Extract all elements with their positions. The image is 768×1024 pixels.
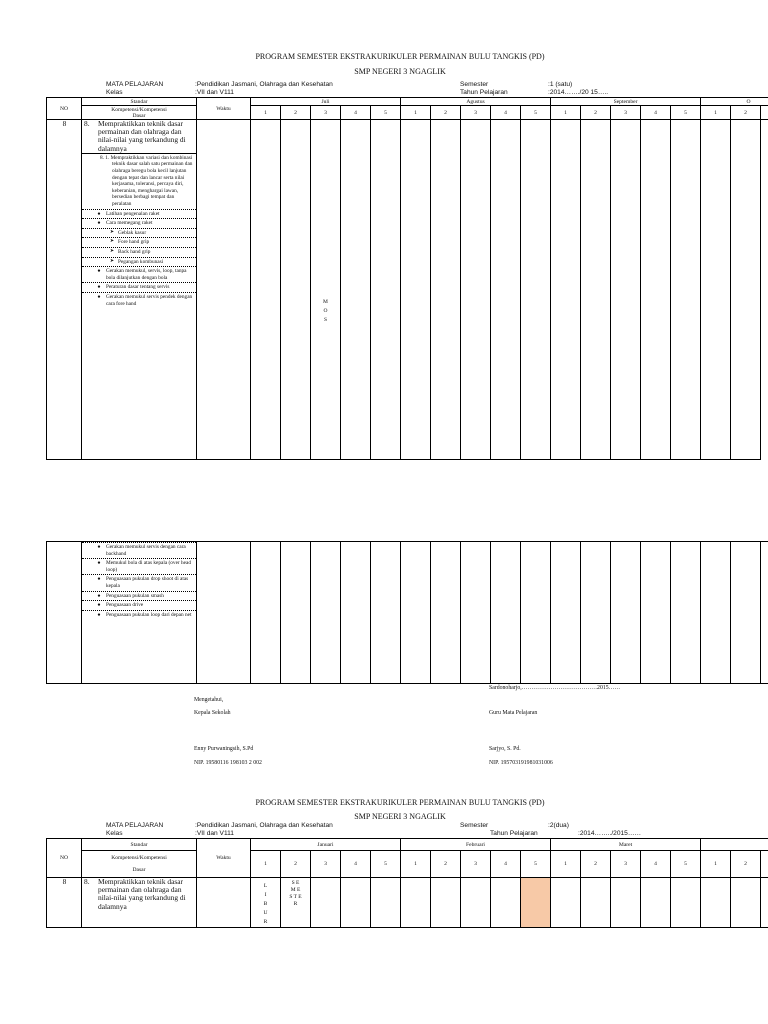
header-waktu: Waktu [197,98,251,120]
page1-tahun-value: :2014……./20 15….. [548,89,609,96]
material-item-text: Gerakan memukul, servis, loop, tanpa bola dilanjutkan dengan bola [106,268,187,281]
kompetensi-cell [82,878,197,928]
material-item-text: Gerakan memukul servis dengan cara backhand [106,544,186,557]
week-cell [371,120,401,460]
header-standar: Standar [82,839,197,851]
week-header: 5 [371,851,401,878]
material-item [82,218,196,228]
week-cell [701,542,731,684]
week-cell [731,878,761,928]
page3-tahun-value: :2014……../2015…… [578,830,642,837]
week-cell [671,878,701,928]
kepala-nip: NIP. 19580116 198103 2 002 [194,760,262,766]
libur-label: L I B U R [263,883,268,925]
week-cell [581,878,611,928]
header-no: NO [47,839,82,878]
week-cell [371,878,401,928]
week-cell [551,878,581,928]
material-item [82,228,196,238]
week-cell [671,120,701,460]
material-item-text: Geblak kasur [118,229,147,236]
week-header: 2 [431,851,461,878]
week-header: 3 [311,106,341,120]
material-item-text: Penguasaan pukulan drop shoot di atas kepala [106,576,189,589]
mos-label: M O S [323,299,328,323]
waktu-cell [197,878,251,928]
material-item [82,257,196,267]
week-cell [641,542,671,684]
libur-cell [251,878,281,928]
week-header: 2 [281,851,311,878]
material-item-text: Penguasaan pukulan smash [106,592,164,599]
week-header: 5 [521,851,551,878]
material-item [82,542,196,558]
waktu-cell [197,542,251,684]
week-cell [341,120,371,460]
page3-semester-value: :2(dua) [548,822,569,829]
page3-semester-label: Semester [460,822,489,829]
highlighted-week-cell [521,878,551,928]
week-header: 1 [551,106,581,120]
kepala-name: Enny Purwaningsih, S.Pd [194,746,254,752]
material-item [82,591,196,601]
week-header: 1 [551,851,581,878]
material-item-text: Peraturan dasar tentang servis [106,284,170,291]
bullet-icon: ● [97,560,101,567]
week-cell [431,542,461,684]
material-item-text: Fore hand grip [118,239,150,246]
week-cell [611,120,641,460]
page1-title: PROGRAM SEMESTER EKSTRAKURIKULER PERMAINAN BULU TANGKIS (PD) [255,52,545,61]
week-cell [251,542,281,684]
week-cell [581,120,611,460]
week-header: 1 [401,106,431,120]
material-item [82,247,196,257]
page1-tahun-label: Tahun Pelajaran [460,89,508,96]
page1-mapel-label: MATA PELAJARAN [106,81,164,88]
week-cell [341,878,371,928]
month-februari: Februari [401,839,551,851]
page3-tahun-label: Tahun Pelajaran [490,830,538,837]
week-header: 5 [371,106,401,120]
week-cell [551,120,581,460]
material-item-text: Penguasaan drive [106,602,144,609]
week-cell [461,878,491,928]
week-cell [581,542,611,684]
week-cell [491,120,521,460]
header-kompetensi: Kompetensi/Kompetensi Dasar [82,851,197,878]
guru-label: Guru Mata Pelajaran [489,710,538,716]
month-oktober: O [701,98,768,106]
week-header: 3 [461,106,491,120]
week-cell [731,542,761,684]
week-header: 5 [521,106,551,120]
week-header: 1 [251,851,281,878]
week-header: 2 [731,106,761,120]
week-header [761,106,768,120]
week-header: 3 [461,851,491,878]
week-cell [281,542,311,684]
week-cell [281,120,311,460]
material-item-text: Pegangan kombunasi [118,258,164,265]
kompetensi-cell [82,120,197,460]
place-date: Sardonoharjo,…………………………………2015…… [489,685,621,691]
week-header: 1 [401,851,431,878]
week-header: 4 [641,106,671,120]
material-item-text: Back hand grip [118,248,151,255]
page1-kelas-value: :VII dan V111 [195,89,234,96]
week-cell [761,878,768,928]
page3-title: PROGRAM SEMESTER EKSTRAKURIKULER PERMAINAN BULU TANGKIS (PD) [255,798,545,807]
material-item-text: Penguasaan pukulan loop dari depan net [106,611,192,618]
week-cell [521,120,551,460]
week-header: 2 [731,851,761,878]
week-header: 2 [431,106,461,120]
material-item-text: Memukul bola di atas kepala (over head loop) [106,560,192,573]
bullet-icon: ● [97,268,101,275]
month-maret: Maret [551,839,701,851]
row-number: 8 [47,878,82,928]
page3-mapel-label: MATA PELAJARAN [106,822,164,829]
week-header: 3 [311,851,341,878]
week-cell [311,542,341,684]
month-next [701,839,768,851]
arrow-bullet-icon: ➤ [109,229,115,235]
page1-kelas-label: Kelas [106,89,123,96]
material-item [82,282,196,292]
week-cell [611,542,641,684]
header-kompetensi: Kompetensi/Kompetensi Dasar [82,106,197,120]
week-header: 5 [671,106,701,120]
bullet-icon: ● [97,611,101,618]
standar-kompetensi: 8. Mempraktikkan teknik dasar permainan dan olahraga dan nilai-nilai yang terkandung di dalamnya [84,877,186,911]
page1-mapel-value: :Pendidikan Jasmani, Olahraga dan Kesehatan [195,81,333,88]
material-item [82,574,196,590]
week-cell [431,120,461,460]
page1-program-table [46,97,768,460]
page2-program-table [46,541,768,684]
bullet-icon: ● [97,210,101,217]
week-header: 4 [641,851,671,878]
header-waktu: Waktu [197,839,251,878]
page1-semester-value: :1 (satu) [548,81,573,88]
week-header: 4 [491,851,521,878]
week-cell [551,542,581,684]
page1-school: SMP NEGERI 3 NGAGLIK [354,67,446,76]
week-cell [731,120,761,460]
arrow-bullet-icon: ➤ [109,248,115,254]
page3-kelas-label: Kelas [106,830,123,837]
week-header: 1 [701,851,731,878]
week-cell [401,542,431,684]
week-cell [341,542,371,684]
week-header: 1 [251,106,281,120]
arrow-bullet-icon: ➤ [109,239,115,245]
week-header: 2 [581,106,611,120]
header-standar: Standar [82,98,197,106]
row-number: 8 [47,120,82,460]
week-header: 4 [491,106,521,120]
week-cell [701,878,731,928]
material-item [82,209,196,219]
material-item [82,237,196,247]
material-item-text: Cara memegang raket [106,220,153,227]
week-header: 4 [341,851,371,878]
page3-kelas-value: :VII dan V111 [195,830,234,837]
page1-semester-label: Semester [460,81,489,88]
kepala-sekolah-label: Kepala Sekolah [194,710,231,716]
page3-school: SMP NEGERI 3 NGAGLIK [354,812,446,821]
week-cell [641,120,671,460]
week-header: 2 [281,106,311,120]
material-item [82,266,196,282]
bullet-icon: ● [97,220,101,227]
week-cell [431,878,461,928]
week-cell [761,542,768,684]
material-list [82,542,196,619]
week-cell [491,542,521,684]
mos-cell [311,120,341,460]
week-cell [371,542,401,684]
bullet-icon: ● [97,293,101,300]
material-list [82,209,196,309]
week-cell [311,878,341,928]
month-agustus: Agustus [401,98,551,106]
week-header: 3 [611,851,641,878]
week-cell [251,120,281,460]
guru-name: Sarjyo, S. Pd. [489,746,521,752]
week-cell [611,878,641,928]
week-header: 5 [671,851,701,878]
material-item [82,610,196,620]
arrow-bullet-icon: ➤ [109,258,115,264]
guru-nip: NIP. 195703191981031006 [489,760,553,766]
bullet-icon: ● [97,576,101,583]
no-cell [47,542,82,684]
bullet-icon: ● [97,544,101,550]
standar-kompetensi: 8. Mempraktikkan teknik dasar permainan dan olahraga dan nilai-nilai yang terkandung di dalamnya [84,119,186,153]
week-cell [401,878,431,928]
material-item [82,600,196,610]
week-header [761,851,768,878]
month-juli: Juli [251,98,401,106]
week-cell [461,542,491,684]
week-cell [521,542,551,684]
month-september: September [551,98,701,106]
week-cell [491,878,521,928]
week-cell [701,120,731,460]
week-header: 4 [341,106,371,120]
week-cell [461,120,491,460]
material-item [82,558,196,574]
material-item-text: Latihan pengenalan raket [106,210,160,217]
week-header: 3 [611,106,641,120]
material-item [82,292,196,308]
month-januari: Januari [251,839,401,851]
week-header: 2 [581,851,611,878]
waktu-cell [197,120,251,460]
week-header: 1 [701,106,731,120]
bullet-icon: ● [97,592,101,599]
week-cell [401,120,431,460]
week-cell [671,542,701,684]
bullet-icon: ● [97,602,101,609]
page3-mapel-value: :Pendidikan Jasmani, Olahraga dan Kesehatan [195,822,333,829]
week-cell [641,878,671,928]
mengetahui-label: Mengetahui, [194,697,224,703]
semester-vertical-label: S E M E S T E R [289,880,302,907]
kompetensi-cell [82,542,197,684]
bullet-icon: ● [97,284,101,291]
material-item-text: Gerakan memukul servis pendek dengan cara fore hand [106,293,193,307]
semester-cell [281,878,311,928]
kompetensi-dasar: 8. 1. Mempraktikkan variasi dan kombinasi teknik dasar salah satu permainan dan olahraga beregu bola kecil lanjutan dengan tepat dan lancar serta nilai kerjasama, toleransi, percaya diri, keberanian, menghargai lawan, bersedian berbagi tempat dan peralatan [82,153,196,209]
header-no: NO [47,98,82,120]
page3-program-table [46,838,768,928]
